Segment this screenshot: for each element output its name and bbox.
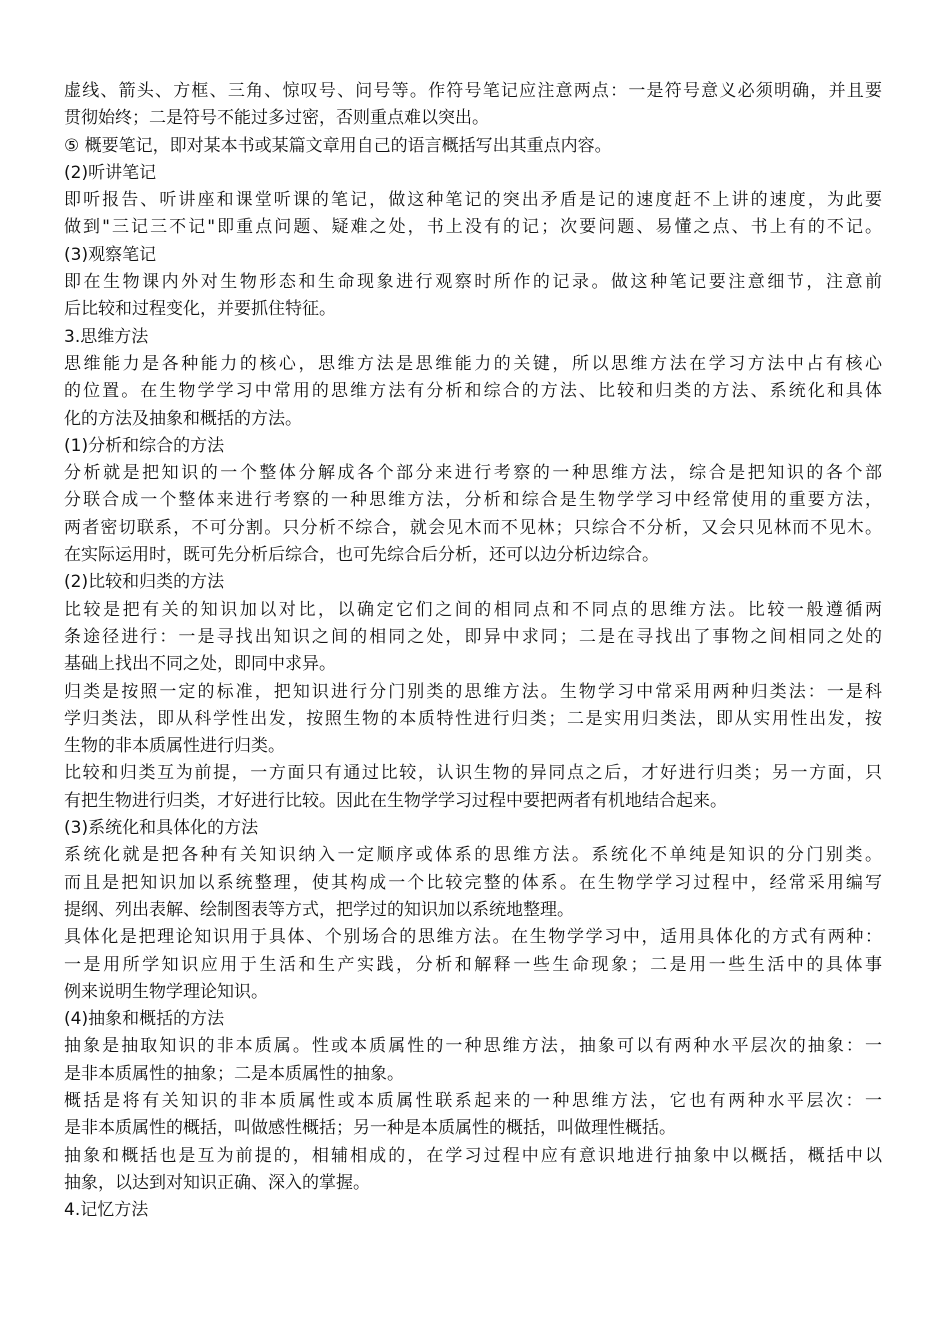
text-line: 的位置。在生物学学习中常用的思维方法有分析和综合的方法、比较和归类的方法、系统化和具体 [64, 381, 882, 402]
text-line: 贯彻始终；二是符号不能过多过密，否则重点难以突出。 [64, 108, 489, 129]
text-line: 后比较和过程变化，并要抓住特征。 [64, 299, 336, 320]
text-line: 具体化是把理论知识用于具体、个别场合的思维方法。在生物学学习中，适用具体化的方式有两种： [64, 927, 882, 948]
text-line: 概括是将有关知识的非本质属性或本质属性联系起来的一种思维方法，它也有两种水平层次：一 [64, 1090, 882, 1111]
section-heading: (3)系统化和具体化的方法 [64, 818, 259, 839]
document-body [64, 78, 882, 1224]
section-heading: (3)观察笔记 [64, 244, 157, 265]
text-line: 是非本质属性的抽象；二是本质属性的抽象。 [64, 1063, 404, 1084]
text-line: 即在生物课内外对生物形态和生命现象进行观察时所作的记录。做这种笔记要注意细节，注意前 [64, 272, 882, 293]
section-heading: (2)比较和归类的方法 [64, 572, 225, 593]
text-line: 两者密切联系，不可分割。只分析不综合，就会见木而不见林；只综合不分析，又会只见林而不见木。 [64, 517, 882, 538]
text-line: 有把生物进行归类，才好进行比较。因此在生物学学习过程中要把两者有机地结合起来。 [64, 790, 727, 811]
section-heading: 4.记忆方法 [64, 1200, 149, 1221]
section-heading: (4)抽象和概括的方法 [64, 1009, 225, 1030]
text-line: 提纲、列出表解、绘制图表等方式，把学过的知识加以系统地整理。 [64, 899, 574, 920]
section-heading: 3.思维方法 [64, 326, 149, 347]
text-line: 在实际运用时，既可先分析后综合，也可先综合后分析，还可以边分析边综合。 [64, 545, 659, 566]
text-line: 虚线、箭头、方框、三角、惊叹号、问号等。作符号笔记应注意两点：一是符号意义必须明确，并且要 [64, 81, 882, 101]
text-line: ⑤ 概要笔记，即对某本书或某篇文章用自己的语言概括写出其重点内容。 [64, 135, 612, 156]
text-line: 条途径进行：一是寻找出知识之间的相同之处，即异中求同；二是在寻找出了事物之间相同之处的 [64, 626, 882, 647]
text-line: 化的方法及抽象和概括的方法。 [64, 408, 302, 429]
text-line: 学归类法，即从科学性出发，按照生物的本质特性进行归类；二是实用归类法，即从实用性出发，按 [64, 708, 882, 729]
text-line: 生物的非本质属性进行归类。 [64, 736, 285, 757]
section-heading: (2)听讲笔记 [64, 162, 157, 183]
document-page [64, 78, 882, 1224]
text-line: 归类是按照一定的标准，把知识进行分门别类的思维方法。生物学习中常采用两种归类法：一是科 [64, 681, 882, 702]
text-line: 抽象是抽取知识的非本质属。性或本质属性的一种思维方法，抽象可以有两种水平层次的抽象：一 [64, 1036, 882, 1057]
text-line: 比较是把有关的知识加以对比，以确定它们之间的相同点和不同点的思维方法。比较一般遵循两 [64, 599, 882, 620]
text-line: 系统化就是把各种有关知识纳入一定顺序或体系的思维方法。系统化不单纯是知识的分门别类。 [64, 845, 882, 866]
text-line: 抽象，以达到对知识正确、深入的掌握。 [64, 1172, 370, 1193]
text-line: 做到"三记三不记"即重点问题、疑难之处，书上没有的记；次要问题、易懂之点、书上有的不记。 [64, 217, 882, 238]
text-line: 分析就是把知识的一个整体分解成各个部分来进行考察的一种思维方法，综合是把知识的各个部 [64, 463, 882, 484]
section-heading: (1)分析和综合的方法 [64, 435, 225, 456]
text-line: 比较和归类互为前提，一方面只有通过比较，认识生物的异同点之后，才好进行归类；另一方面，只 [64, 763, 882, 784]
text-line: 基础上找出不同之处，即同中求异。 [64, 654, 336, 675]
text-line: 而且是把知识加以系统整理，使其构成一个比较完整的体系。在生物学学习过程中，经常采用编写 [64, 872, 882, 893]
text-line: 例来说明生物学理论知识。 [64, 981, 268, 1002]
text-line: 分联合成一个整体来进行考察的一种思维方法，分析和综合是生物学学习中经常使用的重要方法， [64, 490, 882, 511]
text-line: 思维能力是各种能力的核心，思维方法是思维能力的关键，所以思维方法在学习方法中占有核心 [64, 353, 882, 374]
text-line: 即听报告、听讲座和课堂听课的笔记，做这种笔记的突出矛盾是记的速度赶不上讲的速度，为此要 [64, 190, 882, 211]
text-line: 抽象和概括也是互为前提的，相辅相成的，在学习过程中应有意识地进行抽象中以概括，概括中以 [64, 1145, 882, 1166]
text-line: 是非本质属性的概括，叫做感性概括；另一种是本质属性的概括，叫做理性概括。 [64, 1118, 676, 1139]
text-line: 一是用所学知识应用于生活和生产实践，分析和解释一些生命现象；二是用一些生活中的具体事 [64, 954, 882, 975]
